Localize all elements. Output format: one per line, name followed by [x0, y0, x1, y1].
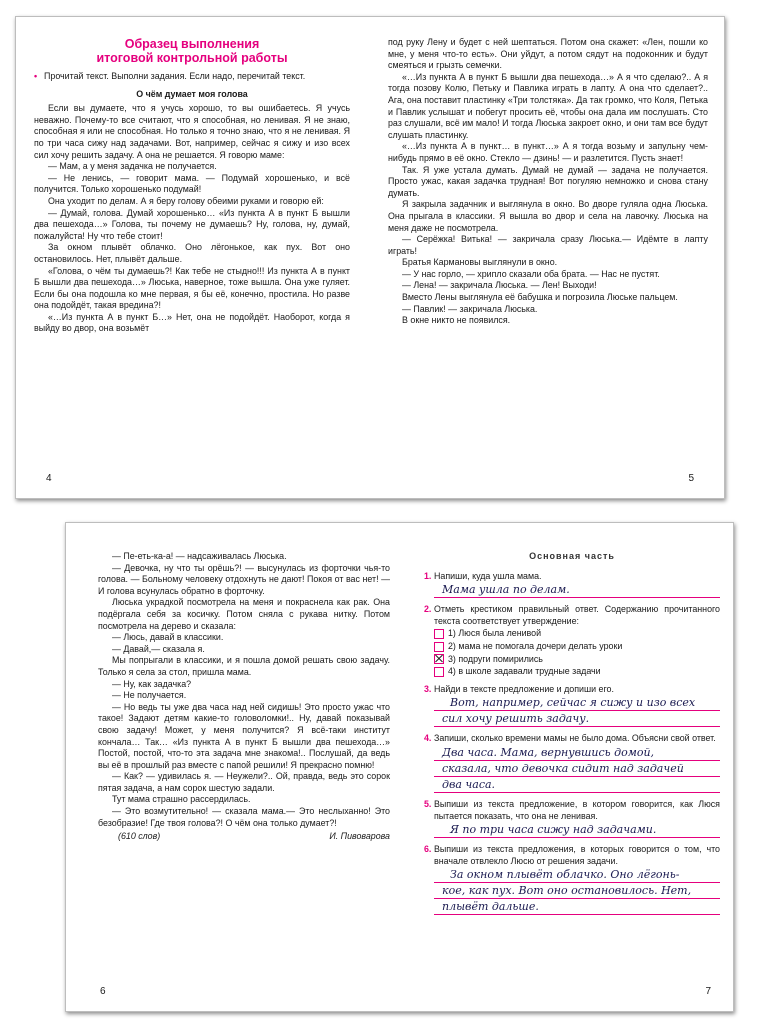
- intro-instruction: • Прочитай текст. Выполни задания. Если надо, перечитай текст.: [34, 71, 306, 81]
- task-3: 3. Найди в тексте предложение и допиши его. Вот, например, сейчас я сижу и изо всех сил хочу решить задачу.: [424, 684, 720, 728]
- story-credits: [98, 831, 390, 843]
- answer-field[interactable]: Вот, например, сейчас я сижу и изо всех сил хочу решить задачу.: [434, 695, 720, 727]
- task-question: Запиши, сколько времени мамы не было дома. Объясни свой ответ.: [434, 733, 716, 744]
- task-question: Напиши, куда ушла мама.: [434, 570, 542, 581]
- page-number: 4: [46, 473, 52, 484]
- paragraph: Так. Я уже устала думать. Думай не думай — задача не получается. Просто ужас, какая задачка трудная! Вот погуляю немножко и снова стану думать.: [388, 164, 708, 198]
- paragraph: — Мам, а у меня задачка не получается.: [48, 161, 217, 172]
- page-number: 6: [100, 986, 106, 997]
- paragraph: В окне никто не появился.: [402, 315, 511, 326]
- option-3[interactable]: 3) подруги помирились: [434, 654, 720, 666]
- author-name: И. Пивоварова: [329, 831, 390, 842]
- paragraph: — Ну, как задачка?: [112, 678, 192, 689]
- paragraph: — Давай,— сказала я.: [112, 643, 205, 654]
- option-4[interactable]: 4) в школе задавали трудные задачи: [434, 666, 720, 678]
- story-title: О чём думает моя голова: [136, 88, 248, 99]
- checkbox[interactable]: [434, 642, 444, 652]
- checkbox[interactable]: [434, 667, 444, 677]
- page-title: Образец выполнения: [124, 37, 260, 51]
- task-1: 1. Напиши, куда ушла мама. Мама ушла по делам.: [424, 571, 720, 599]
- paragraph: «Голова, о чём ты думаешь?! Как тебе не стыдно!!! Из пункта А в пункт Б вышли два пешехода…» Люська, наверное, тоже вышла. Она уже гуляет. Если бы она подошла ко мне первая, я бы её, конечно, простила. Но разве она подойдёт, такая вредина?!: [34, 265, 350, 311]
- task-question: Выпиши из текста предложения, в которых говорится о том, что вначале отвлекло Люсю от решения задачи.: [434, 844, 720, 866]
- top-spread: [15, 16, 725, 499]
- paragraph: — Как? — удивилась я. — Неужели?.. Ой, правда, ведь это сорок пятая задача, а нам сорок шестую задали.: [98, 771, 390, 793]
- answer-field[interactable]: Два часа. Мама, вернувшись домой, сказала, что девочка сидит над задачей два часа.: [434, 745, 720, 793]
- paragraph: «…Из пункта А в пункт Б вышли два пешехода…» А я что сделаю?.. А я тогда позову Колю, Петьку и Павлика играть в лапту. А она что сделает?.. Ага, она поставит пластинку «Три толстяка». Да так громко, что Коля, Петька и Павлик услышат и побегут просить её, чтобы она дала им послушать. Сто раз слушали, всё им мало! И тогда Люська закроет окно, и они там все будут слушать пластинку.: [388, 71, 708, 140]
- page-4: [16, 17, 366, 498]
- task-5: 5. Выпиши из текста предложение, в котором говорится, как Люся пытается показать, что она не ленивая. Я по три часа сижу над задачами.: [424, 798, 720, 837]
- paragraph: Я закрыла задачник и выглянула в окно. Во дворе гуляла одна Люська. Она прыгала в классики. Я вышла во двор и села на лавочку. Люська на меня даже не посмотрела.: [388, 199, 708, 233]
- paragraph: «…Из пункта А в пункт Б…» Нет, она не подойдёт. Наоборот, когда я выйду во двор, она возьмёт: [34, 311, 350, 334]
- paragraph: — Это возмутительно! — сказала мама.— Это неслыханно! Это безобразие! Где твоя голова?! О чём она только думает?!: [98, 806, 390, 828]
- paragraph: Братья Кармановы выглянули в окно.: [402, 257, 558, 268]
- paragraph: — Лена! — закричала Люська. — Лен! Выходи!: [402, 280, 597, 291]
- task-question: Отметь крестиком правильный ответ. Содержанию прочитанного текста соответствует утверждение:: [434, 604, 720, 626]
- paragraph: Тут мама страшно рассердилась.: [112, 794, 251, 805]
- paragraph: — Девочка, ну что ты орёшь?! — высунулась из форточки чья-то голова. — Больному человеку отдохнуть не дают! Покоя от вас нет! — И голова всунулась обратно в форточку.: [98, 562, 390, 596]
- page-7: [402, 523, 733, 1011]
- task-question: Выпиши из текста предложение, в котором говорится, как Люся пытается показать, что она не ленивая.: [434, 798, 720, 821]
- page-number: 7: [705, 986, 711, 997]
- task-question: Найди в тексте предложение и допиши его.: [434, 683, 614, 694]
- answer-field[interactable]: Мама ушла по делам.: [434, 582, 720, 598]
- option-1[interactable]: 1) Люся была ленивой: [434, 628, 720, 640]
- paragraph: Она уходит по делам. А я беру голову обеими руками и говорю ей:: [48, 195, 324, 206]
- paragraph: — Но ведь ты уже два часа над ней сидишь! Это просто ужас что такое! Задают детям какие-то головоломки!.. Ну, давай показывай свою задачу! Может, у меня получится? Я всё-таки институт кончала… Так… «Из пункта А в пункт Б вышли два пешехода…» Постой, постой, что-то эта задача мне знакома!.. Послушай, да ведь вы её в прошлый раз вместе с папой решили! Я прекрасно помню!: [98, 701, 390, 770]
- bottom-spread: [65, 522, 734, 1012]
- answer-field[interactable]: За окном плывёт облачко. Оно лёгонь- кое, как пух. Вот оно остановилось. Нет, плывёт дальше.: [434, 867, 720, 915]
- paragraph: Люська украдкой посмотрела на меня и покраснела как рак. Она подёргала себя за косичку. Потом сняла с рукава нитку. Потом посмотрела на дерево и сказала:: [98, 597, 390, 631]
- paragraph: — Не ленись, — говорит мама. — Подумай хорошенько, и всё получится. Только хорошенько подумай!: [34, 172, 350, 195]
- paragraph: — Серёжка! Витька! — закричала сразу Люська.— Идёмте в лапту играть!: [388, 234, 708, 256]
- paragraph: — Думай, голова. Думай хорошенько… «Из пункта А в пункт Б вышли два пешехода…» Голова, ты почему не думаешь? Ну, голова, ну, думай, пожалуйста! Ну что тебе стоит!: [34, 207, 350, 241]
- paragraph: Если вы думаете, что я учусь хорошо, то вы ошибаетесь. Я учусь неважно. Почему-то все считают, что я способная, но ленивая. Я не знаю, способная я или не способная. Но только я точно знаю, что я не ленивая. Я по три часа сижу над задачами. Вот, например, сейчас я сижу и изо всех сил хочу решить задачу. А она не решается. Я говорю маме:: [34, 103, 350, 160]
- paragraph: — Пе-еть-ка-а! — надсаживалась Люська.: [112, 551, 287, 561]
- paragraph: — Павлик! — закричала Люська.: [402, 303, 538, 314]
- bullet-icon: •: [34, 71, 38, 81]
- paragraph: Вместо Лены выглянула её бабушка и погрозила Люське пальцем.: [402, 292, 678, 303]
- word-count: (610 слов): [118, 831, 161, 842]
- paragraph: — Не получается.: [112, 690, 187, 701]
- paragraph: под руку Лену и будет с ней шептаться. Потом она скажет: «Лен, пошли ко мне, у меня что-то есть». Они уйдут, а потом сядут на подоконник и будут смеяться и грызть семечки.: [388, 37, 708, 71]
- paragraph: «…Из пункта А в пункт… в пункт…» А я тогда возьму и запульну чем-нибудь прямо в её окно. Стекло — дзинь! — и разлетится. Пусть знает!: [388, 141, 708, 163]
- task-4: 4. Запиши, сколько времени мамы не было дома. Объясни свой ответ. Два часа. Мама, вернувшись домой, сказала, что девочка сидит над задачей два часа.: [424, 733, 720, 793]
- section-title: Основная часть: [529, 551, 615, 561]
- answer-field[interactable]: Я по три часа сижу над задачами.: [434, 822, 720, 838]
- checkbox[interactable]: [434, 629, 444, 639]
- page-subtitle: итоговой контрольной работы: [96, 51, 288, 65]
- page-5: [370, 17, 724, 498]
- task-6: 6. Выпиши из текста предложения, в которых говорится о том, что вначале отвлекло Люсю от решения задачи. За окном плывёт облачко. Оно лёгонь- кое, как пух. Вот оно остановилось. Нет, плывёт дальше.: [424, 844, 720, 914]
- option-2[interactable]: 2) мама не помогала дочери делать уроки: [434, 641, 720, 653]
- checkbox-checked[interactable]: [434, 654, 444, 664]
- page-6: [66, 523, 396, 1011]
- paragraph: За окном плывёт облачко. Оно лёгонькое, как пух. Вот оно остановилось. Нет, плывёт дальше.: [34, 242, 350, 264]
- task-2: 2. Отметь крестиком правильный ответ. Содержанию прочитанного текста соответствует утверждение: 1) Люся была ленивой 2) мама не помогала дочери делать уроки 3) подруги помирились 4) в школе задавали трудные задачи: [424, 604, 720, 677]
- paragraph: — Люсь, давай в классики.: [112, 632, 224, 643]
- paragraph: Мы попрыгали в классики, и я пошла домой решать свою задачу. Только я села за стол, пришла мама.: [98, 655, 390, 677]
- page-number: 5: [688, 473, 694, 484]
- paragraph: — У нас горло, — хрипло сказали оба брата. — Нас не пустят.: [402, 268, 660, 279]
